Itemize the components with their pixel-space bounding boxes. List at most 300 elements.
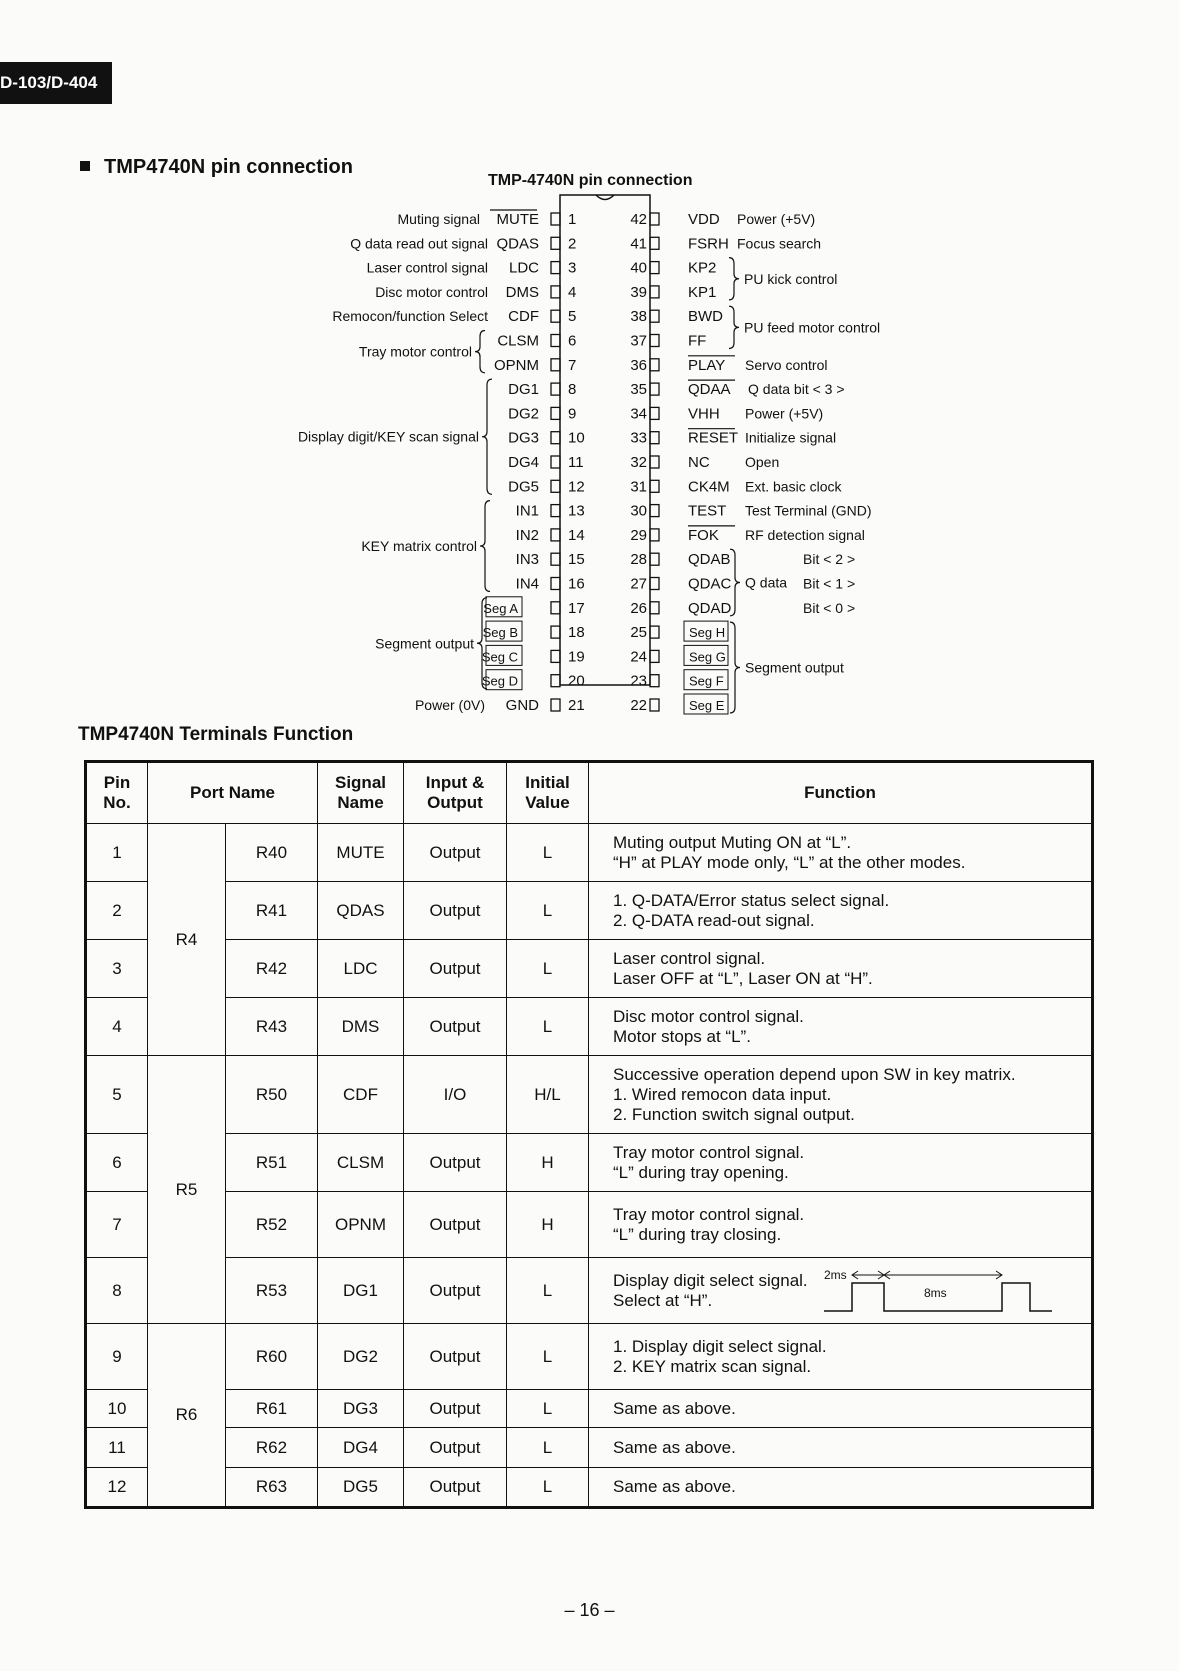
cell-port: R41 (226, 882, 318, 940)
function-line: Tray motor control signal. (613, 1142, 805, 1162)
cell-function (589, 1056, 1093, 1134)
right-pin-37 (630, 333, 706, 350)
pin-number: 8 (568, 381, 577, 399)
cell-io: Output (404, 998, 507, 1056)
cell-port: R60 (226, 1324, 318, 1390)
cell-io: Output (404, 882, 507, 940)
cell-initial: L (507, 1258, 589, 1324)
terminals-function-table (84, 760, 1094, 1509)
pin-number: 42 (630, 211, 647, 228)
pin-name: CDF (508, 308, 539, 326)
right-brace-pu-kick (729, 258, 739, 300)
pin-desc: Initialize signal (745, 429, 837, 446)
pin-lead (551, 505, 560, 517)
cell-port: R63 (226, 1468, 318, 1508)
left-group-key: KEY matrix control (361, 538, 477, 555)
pin-name: IN3 (515, 551, 539, 569)
pin-number: 38 (630, 308, 647, 326)
pin-lead (650, 335, 659, 347)
pin-number: 40 (630, 259, 647, 277)
pin-number: 32 (630, 454, 647, 471)
cell-function (589, 1258, 1093, 1324)
cell-initial: L (507, 1390, 589, 1428)
pin-number: 39 (630, 283, 647, 301)
pin-desc: Focus search (737, 235, 822, 252)
cell-function (589, 1192, 1093, 1258)
table-row (86, 882, 1093, 940)
pin-name: IN4 (515, 575, 539, 593)
pin-lead (551, 578, 560, 590)
cell-pin: 8 (86, 1258, 148, 1324)
left-pin-6 (497, 333, 576, 350)
cell-port: R40 (226, 824, 318, 882)
right-pin-35 (630, 380, 844, 398)
cell-signal: DG4 (318, 1428, 404, 1468)
cell-pin: 5 (86, 1056, 148, 1134)
pin-number: 4 (568, 283, 577, 301)
pin-name: IN1 (515, 502, 539, 520)
left-group-display: Display digit/KEY scan signal (297, 428, 479, 445)
pin-number: 34 (630, 405, 647, 423)
cell-pin: 1 (86, 824, 148, 882)
pin-number: 41 (630, 235, 647, 253)
pin-number: 27 (630, 575, 647, 593)
cell-port-group: R5 (148, 1056, 226, 1324)
right-pin-23 (630, 670, 728, 690)
left-pin-15 (516, 551, 585, 568)
pin-number: 13 (568, 502, 585, 520)
cell-signal: DMS (318, 998, 404, 1056)
pin-number: 29 (630, 526, 647, 544)
left-pin-10 (508, 430, 585, 447)
pin-name: QDAA (688, 381, 731, 399)
right-pin-42 (630, 211, 815, 228)
left-pin-20 (482, 670, 585, 690)
function-line: 2. Function switch signal output. (613, 1104, 855, 1124)
pin-desc: Laser control signal (366, 259, 488, 276)
pin-name: RESET (688, 429, 739, 447)
pin-number: 17 (568, 599, 585, 617)
cell-io: Output (404, 1258, 507, 1324)
pin-desc: Servo control (745, 356, 828, 373)
pin-desc: Bit < 1 > (803, 575, 856, 592)
cell-port: R43 (226, 998, 318, 1056)
model-tab: D-103/D-404 (0, 62, 112, 104)
right-group-segment: Segment output (745, 659, 844, 676)
pin-number: 24 (630, 648, 647, 666)
table-row (86, 998, 1093, 1056)
pin-number: 28 (630, 551, 647, 569)
pin-number: 11 (568, 454, 584, 471)
header-function: Function (589, 762, 1093, 824)
right-group-pu-kick: PU kick control (744, 270, 838, 287)
left-pin-17 (483, 597, 584, 617)
pin-lead (551, 310, 560, 322)
pin-name: IN2 (515, 526, 539, 544)
pin-name: Seg E (689, 698, 725, 713)
cell-signal: CLSM (318, 1134, 404, 1192)
function-line: Select at “H”. (613, 1290, 713, 1310)
left-pin-9 (508, 405, 576, 422)
pin-name: Seg F (689, 673, 724, 689)
right-pin-31 (630, 478, 842, 495)
function-line: Tray motor control signal. (613, 1204, 805, 1224)
cell-function (589, 1134, 1093, 1192)
pin-name: Seg A (483, 600, 518, 616)
right-pin-27 (630, 576, 855, 593)
pin-desc: Power (0V) (414, 697, 485, 713)
cell-signal: DG5 (318, 1468, 404, 1508)
cell-io: Output (404, 1468, 507, 1508)
pin-desc: Muting signal (397, 211, 480, 227)
pin-lead (551, 456, 560, 468)
function-line: Laser OFF at “L”, Laser ON at “H”. (613, 968, 873, 988)
table-row (86, 1390, 1093, 1428)
pin-desc: Remocon/function Select (332, 308, 488, 325)
cell-signal: DG3 (318, 1390, 404, 1428)
cell-function (589, 1390, 1093, 1428)
cell-signal: CDF (318, 1056, 404, 1134)
pin-lead (551, 602, 560, 614)
pin-name: FOK (688, 526, 719, 544)
right-pin-39 (630, 284, 716, 301)
cell-signal: DG1 (318, 1258, 404, 1324)
pin-lead (551, 286, 560, 298)
pin-number: 25 (630, 624, 647, 642)
cell-pin: 6 (86, 1134, 148, 1192)
pin-lead (650, 650, 659, 662)
pin-number: 21 (568, 697, 585, 714)
pin-name: KP2 (688, 259, 717, 277)
timing-diagram (822, 1263, 1054, 1319)
cell-io: I/O (404, 1056, 507, 1134)
table-row (86, 1468, 1093, 1508)
pin-number: 3 (568, 259, 577, 277)
right-pin-32 (630, 454, 779, 471)
table-row (86, 824, 1093, 882)
left-pin-8 (508, 381, 576, 398)
cell-initial: L (507, 940, 589, 998)
function-line: Laser control signal. (613, 948, 766, 968)
pin-lead (551, 626, 560, 638)
pin-number: 35 (630, 381, 647, 399)
pin-lead (650, 310, 659, 322)
cell-port: R61 (226, 1390, 318, 1428)
pin-number: 30 (630, 502, 647, 520)
pin-name: MUTE (496, 211, 539, 228)
pin-name: VHH (688, 405, 720, 423)
cell-port: R50 (226, 1056, 318, 1134)
cell-pin: 4 (86, 998, 148, 1056)
cell-function (589, 882, 1093, 940)
pin-number: 20 (568, 672, 585, 690)
pin-name: OPNM (494, 356, 539, 374)
pin-number: 33 (630, 429, 647, 447)
pin-name: Seg B (482, 625, 518, 641)
pin-lead (650, 505, 659, 517)
pin-number: 22 (630, 697, 647, 714)
pin-lead (551, 383, 560, 395)
table-row (86, 940, 1093, 998)
cell-pin: 2 (86, 882, 148, 940)
cell-function (589, 998, 1093, 1056)
pin-lead (650, 286, 659, 298)
pin-desc: Bit < 0 > (803, 599, 856, 616)
left-brace-display (482, 379, 492, 494)
pin-desc: Power (+5V) (745, 405, 824, 422)
table-row (86, 1258, 1093, 1324)
pin-lead (650, 699, 659, 711)
pin-lead (650, 407, 659, 419)
function-line: Muting output Muting ON at “L”. (613, 832, 852, 852)
left-pin-14 (516, 527, 585, 544)
pin-lead (650, 529, 659, 541)
pin-number: 6 (568, 332, 577, 350)
table-row (86, 1134, 1093, 1192)
left-pin-3 (367, 260, 577, 277)
pin-desc: Open (745, 454, 780, 470)
cell-initial: L (507, 1428, 589, 1468)
cell-pin: 3 (86, 940, 148, 998)
left-group-segment: Segment output (375, 635, 474, 652)
pin-name: DG5 (508, 478, 539, 496)
pin-number: 7 (568, 356, 577, 374)
pin-number: 36 (630, 356, 647, 374)
function-line: “L” during tray opening. (613, 1162, 789, 1182)
left-pin-18 (483, 621, 585, 641)
cell-initial: L (507, 998, 589, 1056)
right-pin-26 (630, 600, 855, 617)
header-io: Input & Output (404, 762, 507, 824)
pin-name: TEST (688, 502, 727, 520)
function-line: Display digit select signal. (613, 1270, 808, 1290)
left-brace-tray (475, 331, 485, 373)
pin-lead (551, 675, 560, 687)
pin-number: 37 (630, 332, 647, 350)
pin-lead (650, 675, 659, 687)
function-line: Same as above. (613, 1437, 736, 1457)
cell-io: Output (404, 940, 507, 998)
pin-lead (650, 626, 659, 638)
table-row (86, 1056, 1093, 1134)
right-group-pu-feed: PU feed motor control (744, 319, 881, 336)
pin-number: 18 (568, 624, 585, 642)
pin-name: KP1 (688, 283, 717, 301)
pin-lead (650, 602, 659, 614)
right-group-q-data: Q data (745, 574, 788, 591)
left-pin-7 (494, 357, 576, 374)
pin-name: DG4 (508, 454, 539, 471)
left-pin-16 (516, 576, 585, 593)
right-pin-22 (630, 694, 728, 714)
pin-name: DG2 (508, 405, 539, 423)
cell-signal: LDC (318, 940, 404, 998)
left-pin-4 (375, 284, 576, 301)
pin-desc: Ext. basic clock (745, 478, 842, 495)
pin-lead (551, 335, 560, 347)
pin-name: PLAY (688, 356, 726, 374)
left-group-tray: Tray motor control (358, 343, 472, 360)
function-line: “L” during tray closing. (613, 1224, 782, 1244)
right-pin-33 (630, 429, 836, 447)
cell-port: R62 (226, 1428, 318, 1468)
function-line: Disc motor control signal. (613, 1006, 804, 1026)
left-pin-11 (508, 454, 583, 471)
cell-initial: L (507, 1468, 589, 1508)
pin-name: CK4M (688, 478, 730, 496)
pin-number: 19 (568, 648, 585, 666)
cell-port: R53 (226, 1258, 318, 1324)
pin-name: FF (688, 332, 707, 350)
page-number: – 16 – (564, 1600, 615, 1620)
cell-function (589, 824, 1093, 882)
cell-pin: 10 (86, 1390, 148, 1428)
pin-number: 23 (630, 672, 647, 690)
pin-number: 5 (568, 308, 577, 326)
function-line: 1. Q-DATA/Error status select signal. (613, 890, 890, 910)
pin-lead (650, 213, 659, 225)
pin-lead (650, 237, 659, 249)
cell-initial: H (507, 1134, 589, 1192)
pin-lead (551, 553, 560, 565)
pin-lead (551, 650, 560, 662)
cell-pin: 9 (86, 1324, 148, 1390)
right-brace-segment (730, 622, 740, 713)
right-pin-38 (630, 308, 723, 325)
pin-lead (650, 383, 659, 395)
cell-initial: L (507, 824, 589, 882)
table-row (86, 1192, 1093, 1258)
table-title: TMP4740N Terminals Function (78, 724, 354, 745)
pin-name: QDAB (688, 551, 731, 569)
cell-signal: QDAS (318, 882, 404, 940)
cell-function (589, 1428, 1093, 1468)
pin-connection-diagram (0, 160, 1179, 720)
pin-lead (551, 529, 560, 541)
pin-lead (650, 553, 659, 565)
pin-name: QDAS (496, 235, 539, 253)
pin-number: 16 (568, 575, 585, 593)
function-line: 1. Display digit select signal. (613, 1336, 827, 1356)
cell-io: Output (404, 1192, 507, 1258)
diagram-title: TMP-4740N pin connection (488, 172, 693, 189)
table-row (86, 1324, 1093, 1390)
pin-desc: Test Terminal (GND) (745, 502, 872, 519)
right-pin-30 (630, 503, 871, 520)
pin-name: LDC (508, 259, 539, 277)
pin-lead (551, 359, 560, 371)
pin-name: CLSM (497, 332, 539, 350)
timing-label-2ms: 2ms (823, 1267, 847, 1282)
table-header-row (86, 762, 1093, 824)
function-line: 2. KEY matrix scan signal. (613, 1356, 812, 1376)
pin-name: QDAD (688, 599, 732, 617)
cell-io: Output (404, 1324, 507, 1390)
cell-port-group: R6 (148, 1324, 226, 1508)
pin-number: 14 (568, 526, 585, 544)
pin-name: Seg H (689, 625, 726, 641)
pin-number: 12 (568, 478, 585, 496)
cell-io: Output (404, 824, 507, 882)
timing-label-8ms: 8ms (923, 1285, 947, 1300)
cell-pin: 7 (86, 1192, 148, 1258)
pin-lead (650, 432, 659, 444)
pin-name: QDAC (688, 575, 732, 593)
pin-desc: Q data bit < 3 > (748, 381, 845, 398)
left-pin-12 (508, 478, 585, 495)
pin-name: Seg D (481, 673, 518, 689)
pin-name: NC (688, 454, 710, 471)
function-line: Same as above. (613, 1398, 736, 1418)
pin-lead (551, 699, 560, 711)
pin-lead (650, 456, 659, 468)
pin-name: VDD (688, 211, 720, 228)
right-brace-pu-feed (729, 306, 739, 348)
pin-lead (650, 480, 659, 492)
cell-port: R52 (226, 1192, 318, 1258)
cell-io: Output (404, 1390, 507, 1428)
header-signal: Signal Name (318, 762, 404, 824)
right-pin-34 (630, 405, 823, 422)
right-pin-29 (630, 526, 865, 544)
pin-name: FSRH (688, 235, 729, 253)
pin-number: 26 (630, 599, 647, 617)
left-pin-5 (332, 308, 576, 325)
right-brace-q-data (730, 549, 740, 616)
left-pin-2 (350, 235, 576, 252)
pin-lead (551, 480, 560, 492)
left-pin-19 (482, 645, 585, 665)
pin-lead (650, 262, 659, 274)
pin-name: BWD (688, 308, 723, 326)
pin-desc: Disc motor control (375, 283, 488, 300)
cell-io: Output (404, 1428, 507, 1468)
cell-signal: MUTE (318, 824, 404, 882)
cell-io: Output (404, 1134, 507, 1192)
pin-number: 10 (568, 429, 585, 447)
cell-signal: OPNM (318, 1192, 404, 1258)
cell-function (589, 940, 1093, 998)
right-pin-24 (630, 645, 728, 665)
function-line: Same as above. (613, 1477, 736, 1496)
pin-number: 1 (568, 211, 577, 228)
left-brace-key (480, 501, 490, 592)
pin-lead (551, 407, 560, 419)
cell-port-group: R4 (148, 824, 226, 1056)
cell-port: R51 (226, 1134, 318, 1192)
right-pin-28 (630, 551, 855, 568)
left-pin-1 (398, 210, 577, 228)
right-pin-25 (630, 621, 728, 641)
pin-name: DG1 (508, 381, 539, 399)
pin-lead (551, 213, 560, 225)
table-row (86, 1428, 1093, 1468)
pin-name: Seg G (689, 649, 726, 665)
cell-pin: 11 (86, 1428, 148, 1468)
pin-name: DG3 (508, 429, 539, 447)
pin-desc: Bit < 2 > (803, 551, 856, 568)
cell-pin: 12 (86, 1468, 148, 1508)
cell-port: R42 (226, 940, 318, 998)
function-line: 2. Q-DATA read-out signal. (613, 910, 815, 930)
right-pin-41 (630, 235, 821, 252)
pin-lead (650, 359, 659, 371)
pin-number: 15 (568, 551, 585, 569)
function-line: Motor stops at “L”. (613, 1026, 751, 1046)
pin-lead (650, 578, 659, 590)
cell-function (589, 1468, 1093, 1508)
header-initial: Initial Value (507, 762, 589, 824)
